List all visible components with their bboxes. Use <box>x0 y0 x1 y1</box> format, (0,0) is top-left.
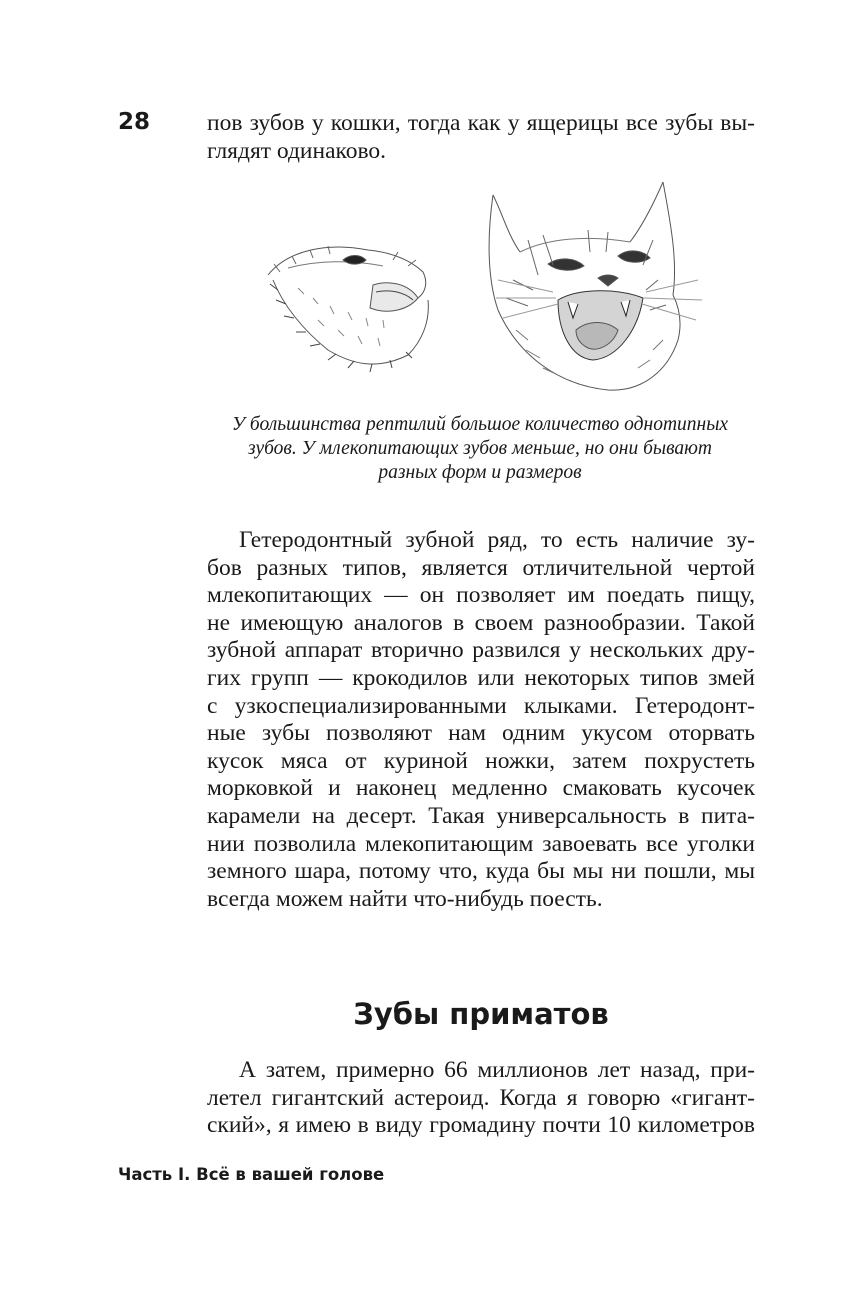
text-line: зубной аппарат вторично развился у нескольких дру- <box>207 637 755 664</box>
caption-line: зубов. У млекопитающих зубов меньше, но они бывают <box>248 438 712 459</box>
reptile-mammal-teeth-figure <box>258 180 708 400</box>
text-line: с узкоспециализированными клыками. Гетеродонт- <box>207 692 755 719</box>
text-line: А затем, примерно 66 миллионов лет назад, при- <box>239 1057 755 1083</box>
caption-line: разных форм и размеров <box>378 462 582 483</box>
text-line: бов разных типов, является отличительной чертой <box>207 554 755 581</box>
text-line: не имеющую аналогов в своем разнообразии. Такой <box>207 609 755 636</box>
text-line: гих групп — крокодилов или некоторых типов змей <box>207 664 755 691</box>
text-line: всегда можем найти что-нибудь поесть. <box>207 885 603 912</box>
text-line: земного шара, потому что, куда бы мы ни пошли, мы <box>207 858 755 885</box>
text-line: ные зубы позволяют нам одним укусом оторвать <box>207 720 755 747</box>
section-heading: Зубы приматов <box>353 997 609 1031</box>
text-line: ский», я имею в виду громадину почти 10 километров <box>207 1112 755 1139</box>
text-line: Гетеродонтный зубной ряд, то есть наличие зу- <box>239 527 755 553</box>
text-line: морковкой и наконец медленно смаковать кусочек <box>207 775 755 802</box>
cat-head-illustration <box>489 182 702 390</box>
text-line: млекопитающих — он позволяет им поедать пищу, <box>207 582 755 609</box>
running-footer: Часть I. Всё в вашей голове <box>118 1165 385 1184</box>
caption-line: У большинства рептилий большое количество однотипных <box>231 414 729 435</box>
text-line: карамели на десерт. Такая универсальность в пита- <box>207 802 755 829</box>
text-line: нии позволила млекопитающим завоевать все уголки <box>207 830 755 857</box>
text-line: кусок мяса от куриной ножки, затем похрустеть <box>207 747 755 774</box>
heterodont-paragraph <box>207 527 755 913</box>
intro-paragraph <box>207 110 755 165</box>
text-line: пов зубов у кошки, тогда как у ящерицы все зубы вы- <box>207 110 755 136</box>
figure-caption <box>200 413 760 485</box>
text-line: глядят одинаково. <box>207 137 387 164</box>
asteroid-paragraph <box>207 1057 755 1140</box>
page-number: 28 <box>118 109 151 135</box>
lizard-head-illustration <box>268 246 428 372</box>
text-line: летел гигантский астероид. Когда я говорю «гигант- <box>207 1084 755 1111</box>
